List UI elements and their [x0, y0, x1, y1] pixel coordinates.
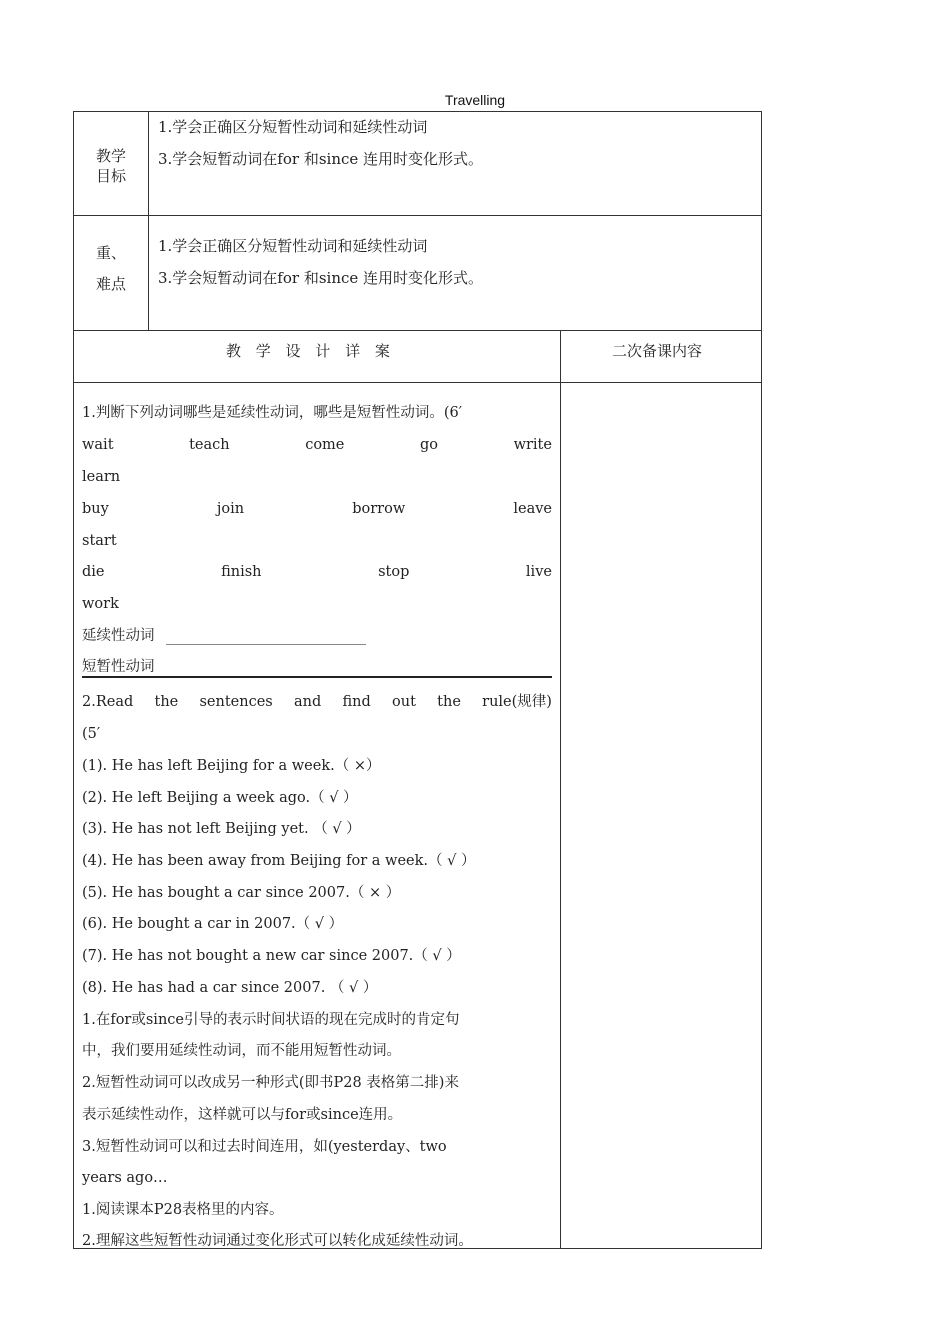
- keypoints-label-line1: 重、: [95, 244, 126, 262]
- example-sentence: (6). He bought a car in 2007.（ √ ）: [82, 916, 344, 932]
- keypoint-item: 3.学会短暂动词在for 和since 连用时变化形式。: [158, 269, 484, 287]
- durative-answer-line: [166, 644, 366, 645]
- rule-1-cont: 中，我们要用延续性动词，而不能用短暂性动词。: [82, 1043, 401, 1059]
- verb: write: [513, 437, 552, 453]
- step-item: 2.理解这些短暂性动词通过变化形式可以转化成延续性动词。: [82, 1233, 473, 1249]
- example-sentence: (5). He has bought a car since 2007.（ × ）: [82, 885, 401, 901]
- verb: buy: [82, 501, 109, 517]
- rule-2: 2.短暂性动词可以改成另一种形式(即书P28 表格第二排)来: [82, 1075, 459, 1091]
- verb: live: [525, 564, 552, 580]
- prompt-word: the: [154, 694, 179, 710]
- verb: join: [216, 501, 245, 517]
- row-divider-keypoints: [73, 330, 762, 331]
- verb: teach: [189, 437, 230, 453]
- prompt-word: out: [392, 694, 416, 710]
- verb: go: [419, 437, 438, 453]
- example-sentence: (7). He has not bought a new car since 2007.（ √ ）: [82, 948, 461, 964]
- row-divider-header: [73, 382, 762, 383]
- momentary-answer-line: [82, 676, 552, 678]
- notes-header-title: 二次备课内容: [612, 342, 703, 360]
- objectives-label-line1: 教学: [95, 147, 126, 165]
- task2-prompt-tail: (5′: [82, 726, 101, 742]
- example-sentence: (8). He has had a car since 2007. （ √ ）: [82, 980, 378, 996]
- row-divider-objectives: [73, 215, 762, 216]
- prompt-word: rule(规律): [482, 694, 552, 710]
- keypoints-label-line2: 难点: [95, 275, 126, 293]
- task1-prompt: 1.判断下列动词哪些是延续性动词，哪些是短暂性动词。(6′: [82, 405, 463, 421]
- verb: borrow: [352, 501, 406, 517]
- verb: come: [305, 437, 345, 453]
- verb: learn: [82, 469, 121, 485]
- rule-2-cont: 表示延续性动作，这样就可以与for或since连用。: [82, 1107, 403, 1123]
- verb: stop: [378, 564, 410, 580]
- prompt-word: the: [437, 694, 461, 710]
- rule-3: 3.短暂性动词可以和过去时间连用，如(yesterday、two: [82, 1139, 447, 1155]
- keypoint-item: 1.学会正确区分短暂性动词和延续性动词: [158, 237, 428, 255]
- verb: work: [82, 596, 119, 612]
- durative-verbs-label: 延续性动词: [82, 628, 155, 644]
- example-sentence: (4). He has been away from Beijing for a week.（ √ ）: [82, 853, 476, 869]
- prompt-word: 2.Read: [82, 694, 134, 710]
- example-sentence: (2). He left Beijing a week ago.（ √ ）: [82, 790, 358, 806]
- example-sentence: (3). He has not left Beijing yet. （ √ ）: [82, 821, 361, 837]
- verb: leave: [513, 501, 552, 517]
- verb: finish: [221, 564, 262, 580]
- example-sentence: (1). He has left Beijing for a week.（ ×）: [82, 758, 381, 774]
- page-title: Travelling: [444, 92, 506, 108]
- design-header-title: 教 学 设 计 详 案: [226, 342, 390, 360]
- prompt-word: sentences: [199, 694, 273, 710]
- rule-1: 1.在for或since引导的表示时间状语的现在完成时的肯定句: [82, 1012, 460, 1028]
- objective-item: 1.学会正确区分短暂性动词和延续性动词: [158, 118, 428, 136]
- verb-row-3: [82, 562, 552, 582]
- momentary-verbs-label: 短暂性动词: [82, 659, 155, 675]
- task2-prompt: [82, 692, 552, 712]
- label-column-divider: [148, 111, 149, 330]
- verb-row-2: [82, 499, 552, 519]
- objective-item: 3.学会短暂动词在for 和since 连用时变化形式。: [158, 150, 484, 168]
- verb: start: [82, 533, 117, 549]
- rule-3-cont: years ago…: [82, 1170, 168, 1186]
- verb: wait: [82, 437, 114, 453]
- step-item: 1.阅读课本P28表格里的内容。: [82, 1202, 284, 1218]
- prompt-word: and: [293, 694, 322, 710]
- objectives-label-line2: 目标: [95, 167, 126, 185]
- prompt-word: find: [342, 694, 371, 710]
- objectives-label: [80, 146, 142, 186]
- verb-row-1: [82, 435, 552, 455]
- notes-column-divider: [560, 330, 561, 1249]
- verb: die: [82, 564, 105, 580]
